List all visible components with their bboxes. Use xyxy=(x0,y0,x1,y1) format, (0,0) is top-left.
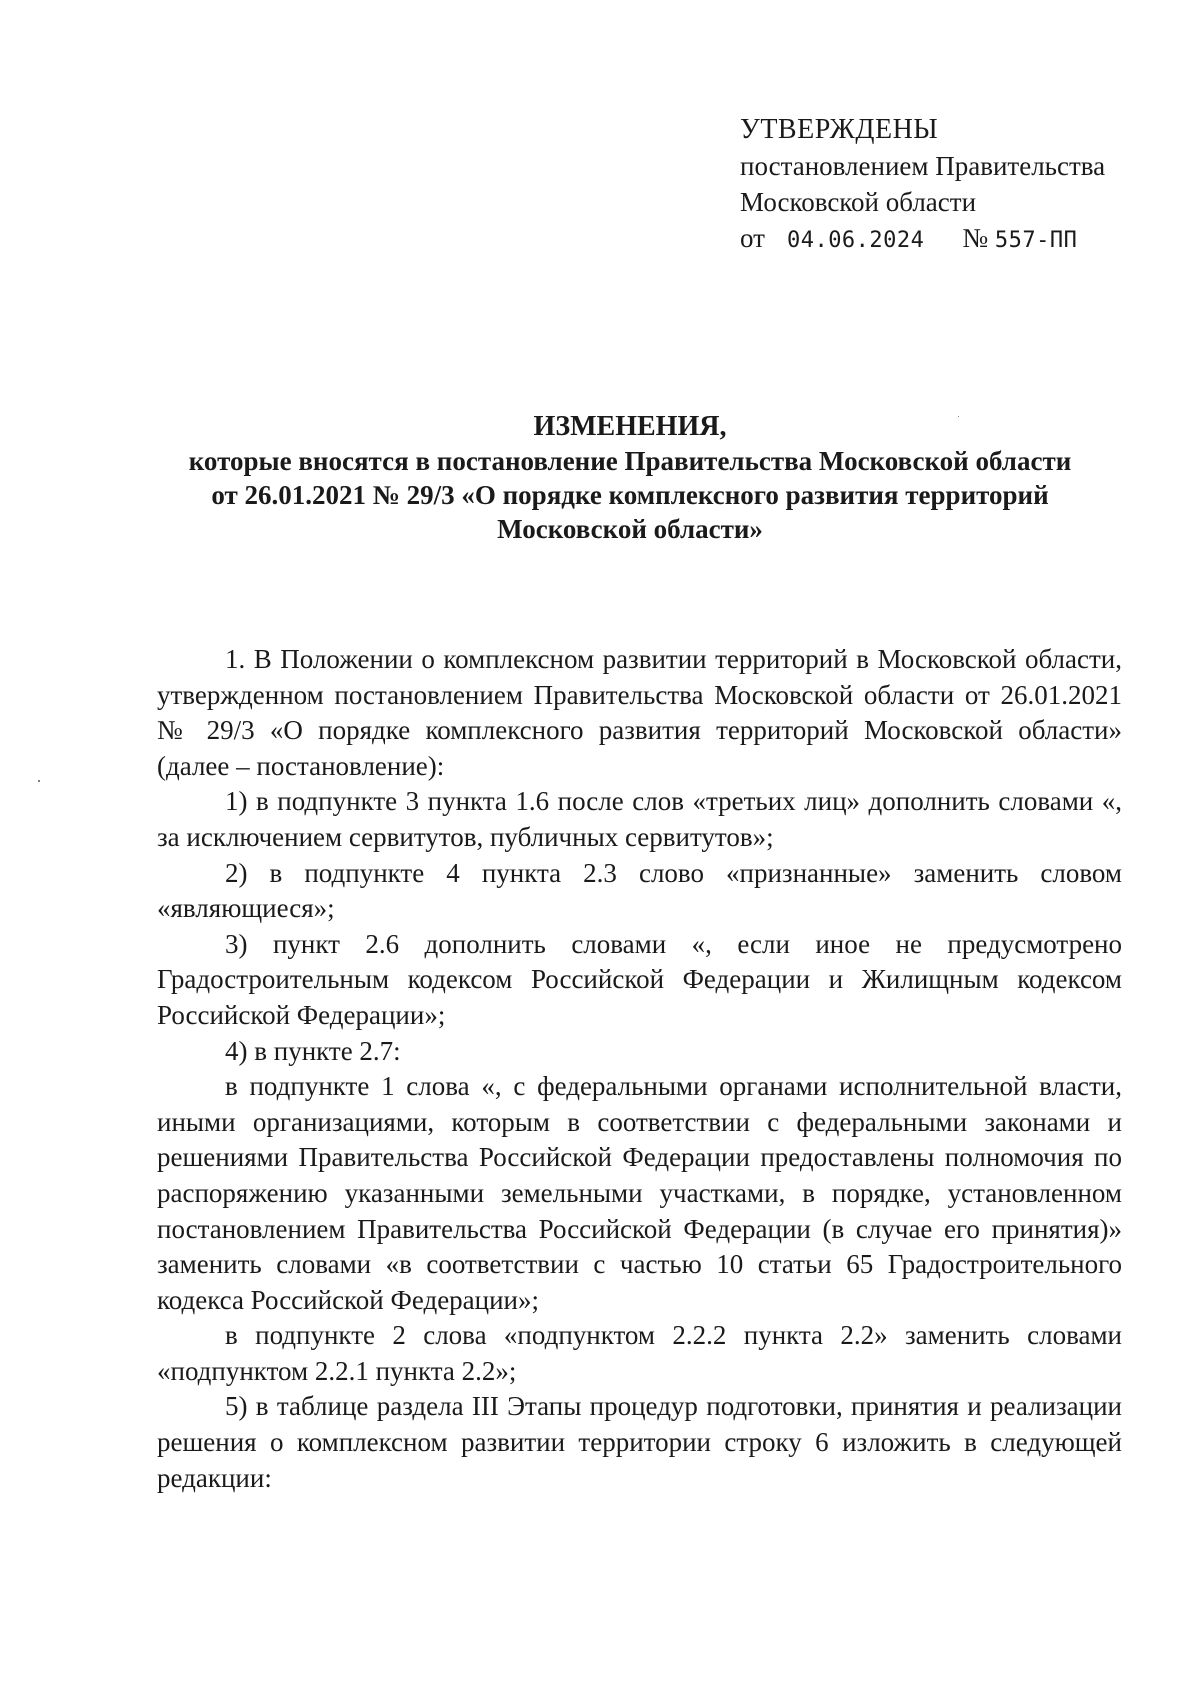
approval-heading: УТВЕРЖДЕНЫ xyxy=(740,114,939,145)
approval-number: 557-ПП xyxy=(994,228,1078,253)
approval-number-prefix: № xyxy=(962,223,989,253)
paragraph-item-1: 1) в подпункте 3 пункта 1.6 после слов «третьих лиц» дополнить словами «, за исключением сервитутов, публичных сервитутов»; xyxy=(157,786,1122,852)
paragraph-item-5: 5) в таблице раздела III Этапы процедур подготовки, принятия и реализации решения о комплексном развитии территории строку 6 изложить в следующей редакции: xyxy=(157,1391,1122,1493)
title-line-1: которые вносятся в постановление Правительства Московской области xyxy=(188,446,1072,476)
title-line-3: Московской области» xyxy=(497,514,763,544)
approval-date-prefix: от xyxy=(740,223,765,253)
title-main: ИЗМЕНЕНИЯ, xyxy=(533,411,727,442)
paragraph-1: 1. В Положении о комплексном развитии территорий в Московской области, утвержденном постановлением Правительства Московской области от 26.01.2021 № 29/3 «О порядке комплексного развития территорий Московской области» (далее – постановление): xyxy=(157,644,1122,781)
title-line-2: от 26.01.2021 № 29/3 «О порядке комплексного развития территорий xyxy=(211,480,1049,510)
scan-speck xyxy=(958,416,959,417)
document-body xyxy=(157,642,1122,1496)
paragraph-item-3: 3) пункт 2.6 дополнить словами «, если иное не предусмотрено Градостроительным кодексом Российской Федерации и Жилищным кодексом Российской Федерации»; xyxy=(157,928,1122,1030)
scan-speck xyxy=(38,780,40,782)
paragraph-item-2: 2) в подпункте 4 пункта 2.3 слово «признанные» заменить словом «являющиеся»; xyxy=(157,857,1122,924)
approval-date: 04.06.2024 xyxy=(786,228,925,253)
approval-block xyxy=(740,112,1105,259)
document-title xyxy=(120,410,1140,546)
paragraph-subitem-2: в подпункте 2 слова «подпунктом 2.2.2 пункта 2.2» заменить словами «подпунктом 2.2.1 пункта 2.2»; xyxy=(157,1320,1122,1386)
approval-authority: постановлением Правительства xyxy=(740,151,1106,181)
paragraph-subitem-1: в подпункте 1 слова «, с федеральными органами исполнительной власти, иными организациями, которым в соответствии с федеральными законами и решениями Правительства Российской Федерации предоставлены полномочия по распоряжению указанными земельными участками, в порядке, установленном постановлением Правительства Российской Федерации (в случае его принятия)» заменить словами «в соответствии с частью 10 статьи 65 Градостроительного кодекса Российской Федерации»; xyxy=(157,1071,1122,1315)
paragraph-item-4: 4) в пункте 2.7: xyxy=(225,1035,401,1066)
approval-date-line xyxy=(740,220,1105,259)
approval-region: Московской области xyxy=(740,187,977,217)
